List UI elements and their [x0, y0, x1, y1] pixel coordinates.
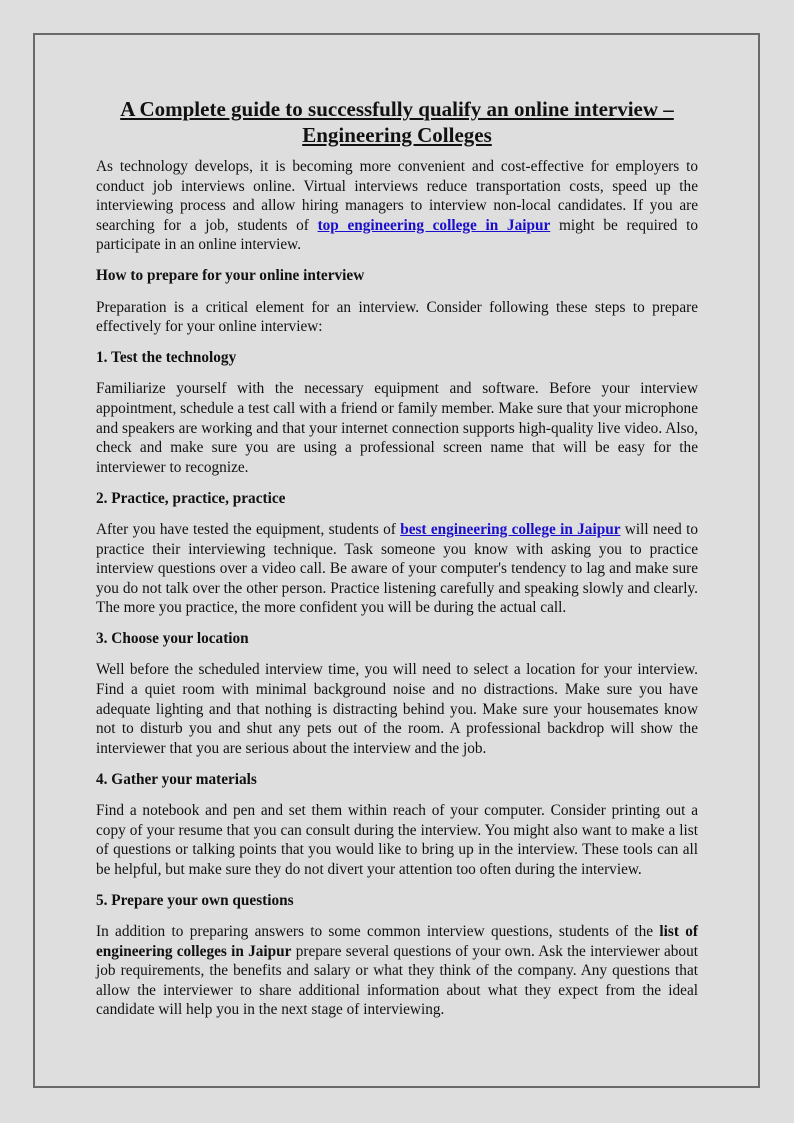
text: As technology develops, it is becoming more convenient and cost-effective for employers to conduct job interviews online. Virtual interviews reduce transportation costs, speed up the interviewing process and allow hiring managers to interview non-local candidates. If you are searching for a job, students of [96, 158, 698, 234]
section-2-paragraph [96, 520, 698, 618]
text: In addition to preparing answers to some common interview questions, students of the [96, 923, 660, 940]
section-5-heading: 5. Prepare your own questions [96, 891, 294, 909]
section-4-paragraph: Find a notebook and pen and set them within reach of your computer. Consider printing out a copy of your resume that you can consult during the interview. You might also want to make a list of questions or talking points that you would like to bring up in the interview. These tools can all be helpful, but make sure they do not divert your attention too often during the interview. [96, 802, 698, 878]
top-engineering-college-link[interactable]: top engineering college in Jaipur [317, 216, 551, 234]
document-title: A Complete guide to successfully qualify an online interview – Engineering Colleges [120, 97, 674, 147]
section-5-paragraph [96, 922, 698, 1020]
section-1-paragraph: Familiarize yourself with the necessary equipment and software. Before your interview appointment, schedule a test call with a friend or family member. Make sure that your microphone and speakers are working and that your internet connection supports high-quality live video. Also, check and make sure you are using a professional screen name that will be easy for the interviewer to recognize. [96, 380, 698, 476]
intro-paragraph [96, 157, 698, 255]
prep-heading: How to prepare for your online interview [96, 267, 365, 285]
text: After you have tested the equipment, students of [96, 520, 401, 538]
bold-text: list of engineering colleges in Jaipur [96, 923, 698, 960]
section-4-heading: 4. Gather your materials [96, 770, 257, 788]
text: prepare several questions of your own. Ask the interviewer about job requirements, the benefits and salary or what they think of the company. Any questions that allow the interviewer to share additional information about what they expect from the ideal candidate will help you in the next stage of interviewing. [96, 942, 698, 1019]
best-engineering-college-link[interactable]: best engineering college in Jaipur [400, 520, 621, 538]
prep-paragraph: Preparation is a critical element for an interview. Consider following these steps to prepare effectively for your online interview: [96, 298, 698, 336]
section-3-heading: 3. Choose your location [96, 630, 249, 648]
document-content [96, 96, 698, 1031]
text: might be required to participate in an online interview. [96, 216, 698, 254]
text: will need to practice their interviewing technique. Task someone you know with asking you to practice interview questions over a video call. Be aware of your computer's tendency to lag and make sure you do not talk over the other person. Practice listening carefully and speaking slowly and clearly. The more you practice, the more confident you will be during the actual call. [96, 520, 698, 617]
section-1-heading: 1. Test the technology [96, 349, 237, 367]
section-2-heading: 2. Practice, practice, practice [96, 489, 286, 507]
section-3-paragraph: Well before the scheduled interview time, you will need to select a location for your interview. Find a quiet room with minimal background noise and no distractions. Make sure you have adequate lighting and that nothing is distracting behind you. Make sure your housemates know not to disturb you and shut any pets out of the room. A professional backdrop will show the interviewer that you are serious about the interview and the job. [96, 661, 698, 757]
